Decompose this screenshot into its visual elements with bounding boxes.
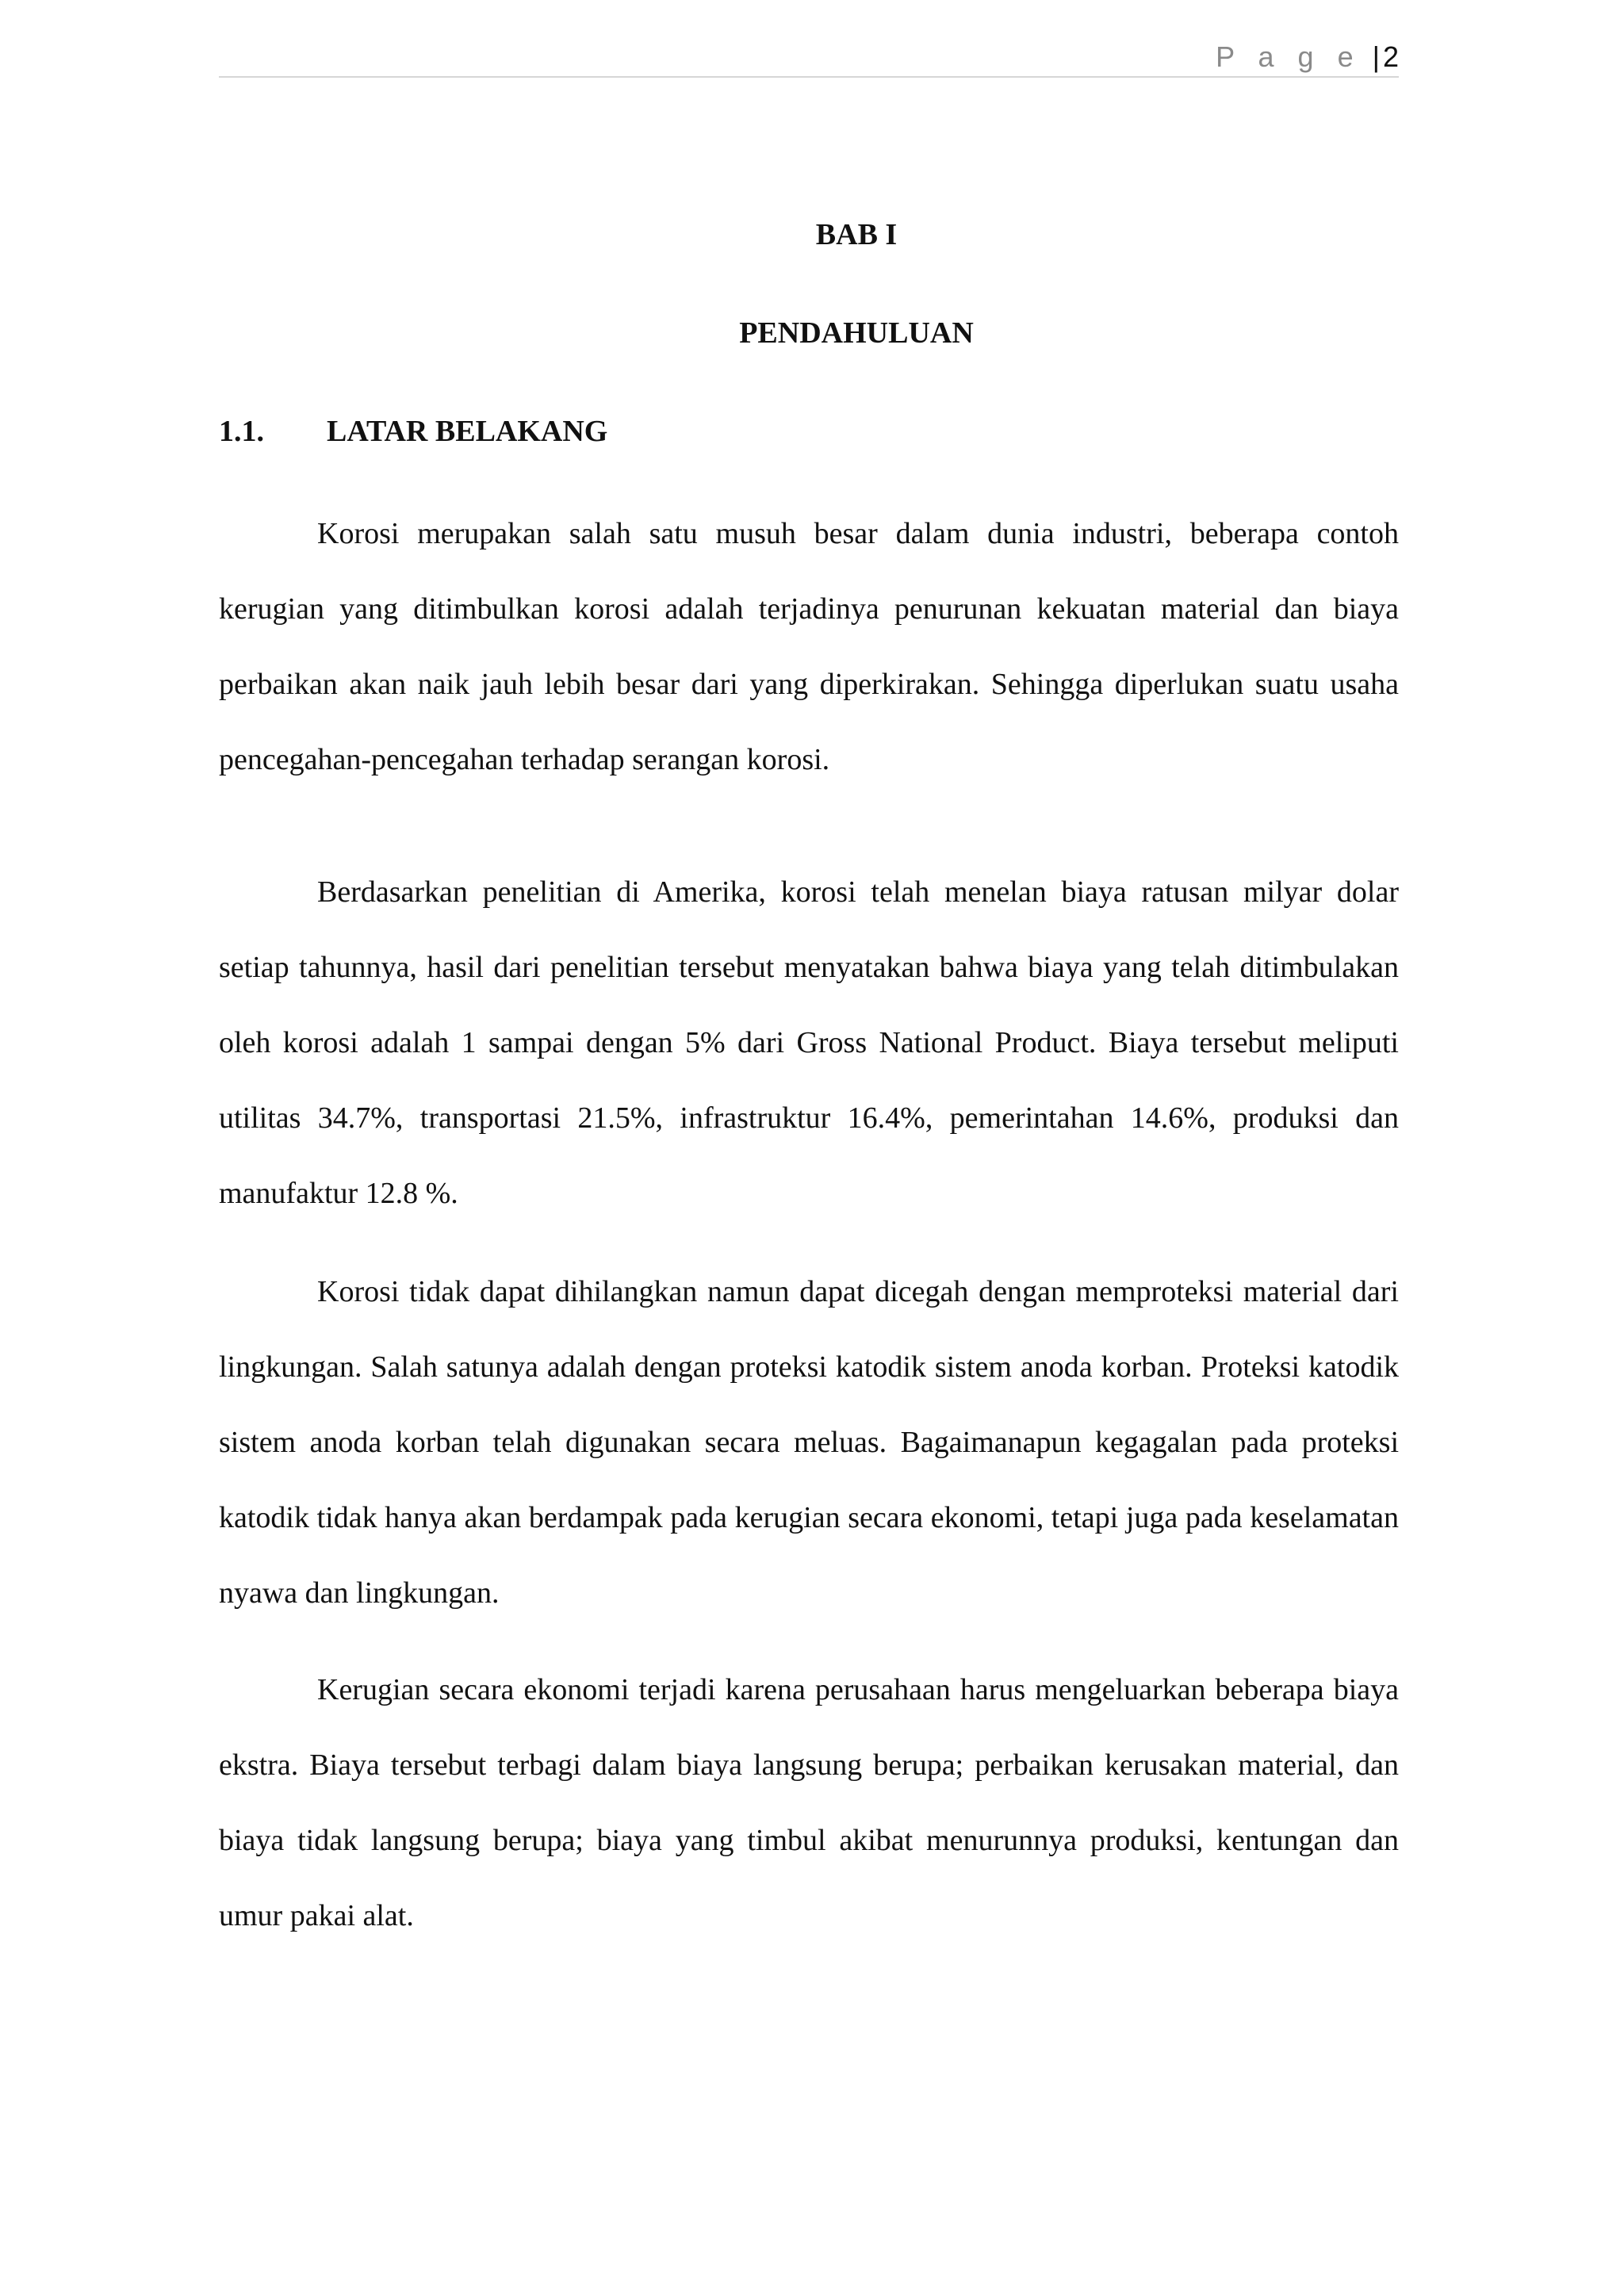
page-number-indicator: [1216, 38, 1399, 76]
chapter-title: PENDAHULUAN: [739, 316, 974, 350]
section-title: LATAR BELAKANG: [327, 415, 608, 448]
section-number: 1.1.: [219, 415, 264, 448]
page-header: [219, 38, 1399, 78]
paragraph-4: Kerugian secara ekonomi terjadi karena perusahaan harus mengeluarkan beberapa biaya ekstra. Biaya tersebut terbagi dalam biaya langsung berupa; perbaikan kerusakan material, dan biaya tidak langsung berupa; biaya yang timbul akibat menurunnya produksi, kentungan dan umur pakai alat.: [219, 1673, 1399, 1932]
section-heading: [219, 412, 607, 450]
page-separator: |: [1372, 40, 1380, 73]
paragraph-1: Korosi merupakan salah satu musuh besar dalam dunia industri, beberapa contoh kerugian yang ditimbulkan korosi adalah terjadinya penurunan kekuatan material dan biaya perbaikan akan naik jauh lebih besar dari yang diperkirakan. Sehingga diperlukan suatu usaha pencegahan-pencegahan terhadap serangan korosi.: [219, 517, 1399, 776]
page-label: P a g e: [1216, 40, 1362, 73]
paragraph-2: Berdasarkan penelitian di Amerika, korosi telah menelan biaya ratusan milyar dolar setiap tahunnya, hasil dari penelitian tersebut menyatakan bahwa biaya yang telah ditimbulakan oleh korosi adalah 1 sampai dengan 5% dari Gross National Product. Biaya tersebut meliputi utilitas 34.7%, transportasi 21.5%, infrastruktur 16.4%, pemerintahan 14.6%, produksi dan manufaktur 12.8 %.: [219, 875, 1399, 1210]
paragraph-3: Korosi tidak dapat dihilangkan namun dapat dicegah dengan memproteksi material dari lingkungan. Salah satunya adalah dengan proteksi katodik sistem anoda korban. Proteksi katodik sistem anoda korban telah digunakan secara meluas. Bagaimanapun kegagalan pada proteksi katodik tidak hanya akan berdampak pada kerugian secara ekonomi, tetapi juga pada keselamatan nyawa dan lingkungan.: [219, 1275, 1399, 1610]
page-number: 2: [1382, 40, 1399, 73]
chapter-label: BAB I: [815, 218, 898, 251]
